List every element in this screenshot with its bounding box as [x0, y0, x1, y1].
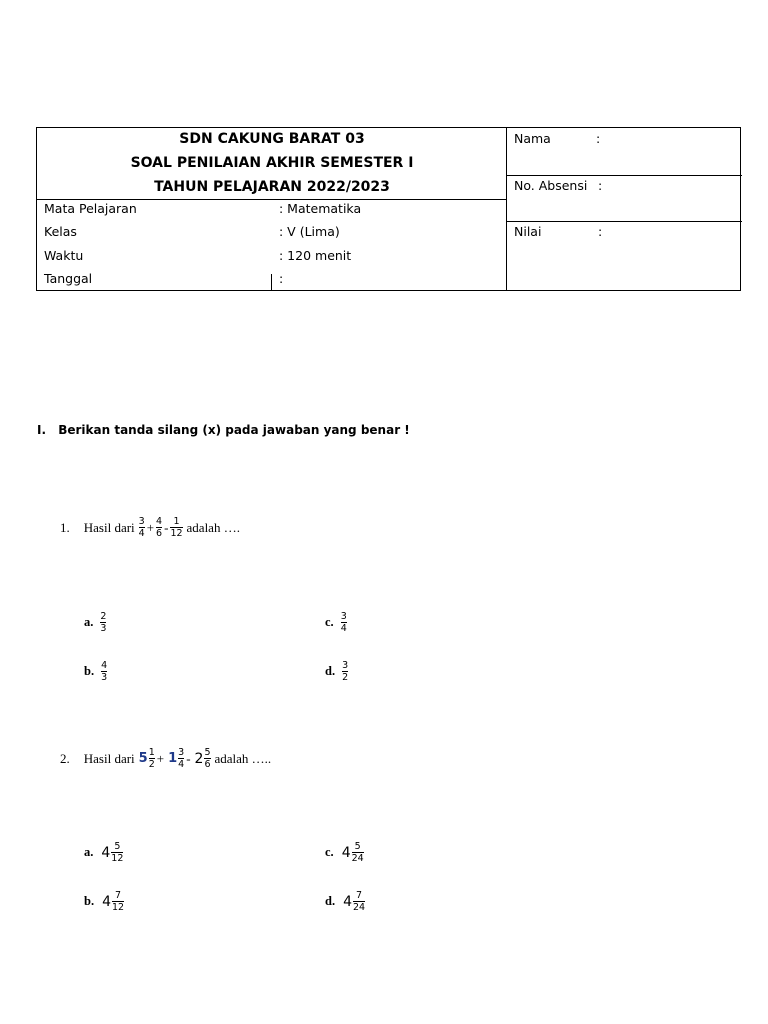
q2-a-whole: 4: [101, 844, 111, 861]
q2-whole-3: 2: [194, 750, 204, 767]
q1-option-d[interactable]: [325, 660, 349, 683]
question-2-prefix: Hasil dari: [83, 750, 135, 766]
q2-d-whole: 4: [343, 893, 352, 910]
q1-f2-den: 6: [156, 528, 163, 539]
q2-c-den: 24: [351, 853, 364, 864]
question-2-number: 2.: [60, 750, 70, 766]
q2-fraction-1: [149, 747, 155, 770]
question-1-number: 1.: [60, 519, 70, 535]
q1-c-num: 3: [340, 611, 347, 622]
q1-option-a-fraction: [100, 611, 106, 634]
q2-fraction-2: [178, 747, 184, 770]
info-value-date: :: [279, 271, 284, 286]
q2-f1-num: 1: [148, 747, 155, 758]
q1-option-c[interactable]: [325, 611, 348, 634]
info-value-time: : 120 menit: [279, 248, 352, 263]
q2-whole-1: 5: [138, 751, 148, 766]
q1-fraction-1: [139, 516, 145, 539]
q1-fraction-3: [170, 516, 182, 539]
q2-f3-num: 5: [204, 747, 211, 758]
question-1: [60, 516, 240, 539]
q1-a-num: 2: [100, 611, 107, 622]
q2-option-b[interactable]: [84, 890, 125, 913]
q2-option-c-label: c.: [325, 845, 334, 859]
q1-option-b-fraction: [101, 660, 107, 683]
question-1-suffix: adalah ….: [186, 519, 240, 535]
q2-op-minus: -: [186, 750, 191, 766]
q2-b-den: 12: [112, 902, 125, 913]
absensi-divider: [506, 221, 742, 222]
q1-d-den: 2: [342, 672, 349, 683]
school-name: SDN CAKUNG BARAT 03: [179, 131, 365, 147]
title-divider: [37, 199, 506, 200]
nama-colon: :: [596, 131, 601, 146]
q1-b-den: 3: [101, 672, 108, 683]
q2-option-b-fraction: [112, 890, 124, 913]
column-divider: [506, 128, 507, 291]
q1-option-d-label: d.: [325, 664, 336, 678]
q2-option-a-label: a.: [84, 845, 94, 859]
absensi-colon: :: [598, 178, 603, 193]
q2-option-b-label: b.: [84, 894, 95, 908]
nama-divider: [506, 175, 742, 176]
nilai-colon: :: [598, 224, 603, 239]
question-2-suffix: adalah …..: [214, 750, 272, 766]
nilai-label: Nilai: [514, 224, 542, 239]
info-label-time: Waktu: [44, 248, 84, 263]
header-table: [36, 127, 741, 291]
q1-f1-den: 4: [138, 528, 145, 539]
section-instruction-text: Berikan tanda silang (x) pada jawaban yang benar !: [58, 423, 410, 437]
q1-fraction-2: [156, 516, 162, 539]
q2-op-plus: +: [156, 750, 165, 766]
question-1-prefix: Hasil dari: [83, 519, 135, 535]
q2-b-whole: 4: [102, 893, 111, 910]
info-value-class: : V (Lima): [279, 224, 340, 239]
q2-f1-den: 2: [148, 759, 155, 770]
q2-b-num: 7: [115, 890, 122, 901]
q2-f3-den: 6: [204, 759, 211, 770]
q2-a-den: 12: [111, 853, 124, 864]
q1-option-d-fraction: [342, 660, 348, 683]
q1-f3-num: 1: [173, 516, 180, 527]
tanggal-tick: [271, 274, 272, 291]
q2-f2-num: 3: [178, 747, 185, 758]
question-2: [60, 747, 271, 770]
q1-d-num: 3: [342, 660, 349, 671]
q2-whole-2: 1: [168, 751, 178, 766]
q2-a-num: 5: [114, 841, 121, 852]
q2-fraction-3: [204, 747, 210, 770]
q2-option-a[interactable]: [84, 841, 124, 864]
q2-c-whole: 4: [341, 844, 351, 861]
q1-b-num: 4: [101, 660, 108, 671]
q2-option-d[interactable]: [325, 890, 366, 913]
nama-label: Nama: [514, 131, 551, 146]
q1-a-den: 3: [100, 623, 107, 634]
info-label-date: Tanggal: [44, 271, 93, 286]
q2-option-c[interactable]: [325, 841, 365, 864]
q1-c-den: 4: [340, 623, 347, 634]
q2-c-num: 5: [354, 841, 361, 852]
q1-f1-num: 3: [138, 516, 145, 527]
q1-op-minus: -: [164, 519, 169, 535]
q1-option-c-label: c.: [325, 615, 334, 629]
q2-option-d-fraction: [353, 890, 365, 913]
info-label-subject: Mata Pelajaran: [44, 201, 137, 216]
q1-option-a-label: a.: [84, 615, 94, 629]
section-number: I.: [37, 423, 47, 437]
absensi-label: No. Absensi: [514, 178, 588, 193]
q1-f2-num: 4: [156, 516, 163, 527]
academic-year: TAHUN PELAJARAN 2022/2023: [154, 179, 390, 195]
q1-option-b-label: b.: [84, 664, 95, 678]
q2-d-num: 7: [356, 890, 363, 901]
info-value-subject: : Matematika: [279, 201, 362, 216]
q2-d-den: 24: [353, 902, 366, 913]
q2-f2-den: 4: [178, 759, 185, 770]
q1-option-c-fraction: [341, 611, 347, 634]
q1-option-a[interactable]: [84, 611, 107, 634]
section-instruction: [37, 423, 410, 437]
q2-option-d-label: d.: [325, 894, 336, 908]
q1-op-plus: +: [146, 519, 155, 535]
q1-option-b[interactable]: [84, 660, 108, 683]
q1-f3-den: 12: [170, 528, 183, 539]
info-label-class: Kelas: [44, 224, 77, 239]
q2-option-a-fraction: [111, 841, 123, 864]
q2-option-c-fraction: [352, 841, 364, 864]
exam-title: SOAL PENILAIAN AKHIR SEMESTER I: [130, 155, 414, 171]
